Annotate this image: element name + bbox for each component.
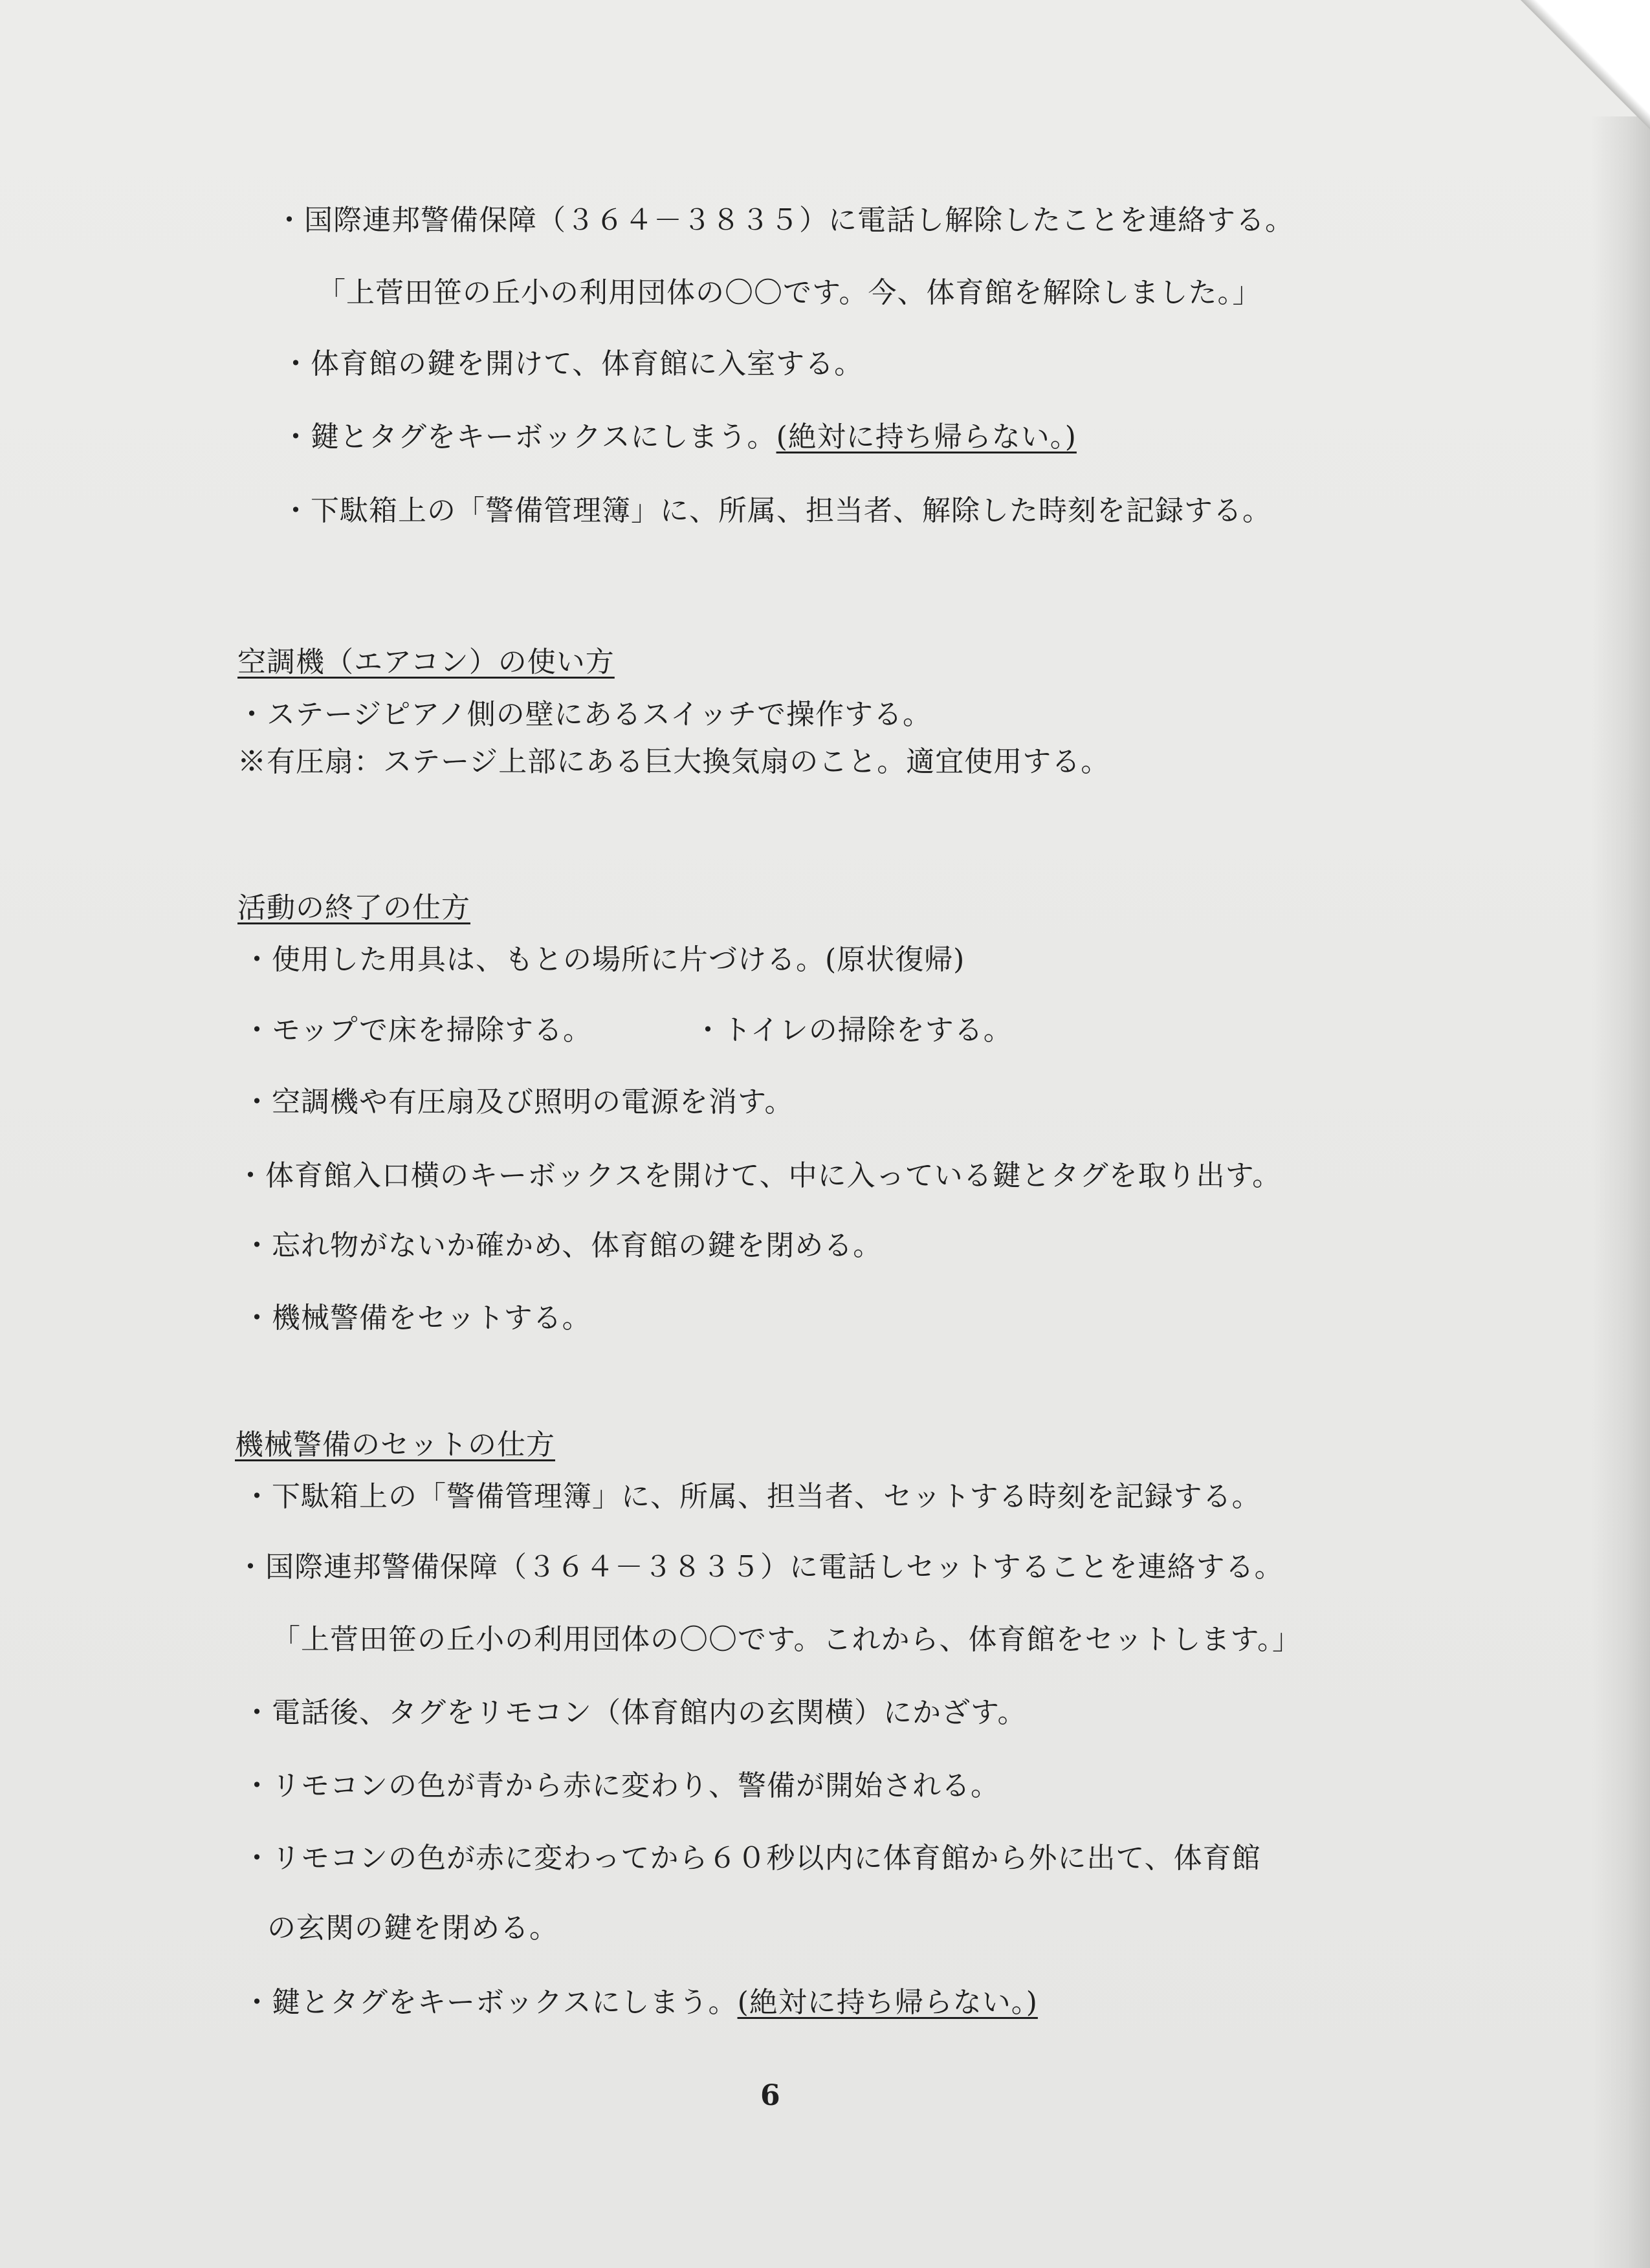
release-note: (絶対に持ち帰らない。) [776,420,1077,453]
aircon-line-1: ・ステージピアノ側の壁にあるスイッチで操作する。 [237,698,932,731]
set-note: (絶対に持ち帰らない。) [737,1986,1038,2019]
end-line-2: ・モップで床を掃除する。 [243,1014,592,1047]
set-line-6-cont: の玄関の鍵を閉める。 [267,1912,558,1945]
release-line-5: ・下駄箱上の「警備管理簿」に、所属、担当者、解除した時刻を記録する。 [281,494,1271,527]
release-line-1: ・国際連邦警備保障（３６４－３８３５）に電話し解除したことを連絡する。 [275,204,1294,237]
end-line-5: ・忘れ物がないか確かめ、体育館の鍵を閉める。 [243,1229,883,1262]
set-line-2: ・国際連邦警備保障（３６４－３８３５）に電話しセットすることを連絡する。 [236,1551,1284,1584]
set-line-7-text: ・鍵とタグをキーボックスにしまう。 [243,1986,738,2019]
end-activity-heading: 活動の終了の仕方 [237,891,470,924]
set-quote: 「上菅田笹の丘小の利用団体の〇〇です。これから、体育館をセットします。」 [272,1623,1301,1656]
end-line-4: ・体育館入口横のキーボックスを開けて、中に入っている鍵とタグを取り出す。 [236,1159,1282,1192]
release-line-3: ・体育館の鍵を開けて、体育館に入室する。 [281,347,864,380]
set-line-5: ・リモコンの色が青から赤に変わり、警備が開始される。 [243,1769,1000,1802]
set-line-1: ・下駄箱上の「警備管理簿」に、所属、担当者、セットする時刻を記録する。 [243,1480,1261,1513]
end-line-1: ・使用した用具は、もとの場所に片づける。(原状復帰) [243,943,965,976]
page-edge-shadow [1592,116,1650,2268]
set-line-6: ・リモコンの色が赤に変わってから６０秒以内に体育館から外に出て、体育館 [243,1842,1261,1875]
aircon-line-2: ※有圧扇：ステージ上部にある巨大換気扇のこと。適宜使用する。 [237,745,1110,778]
release-line-4-text: ・鍵とタグをキーボックスにしまう。 [281,420,776,453]
end-line-2b: ・トイレの掃除をする。 [694,1014,1013,1047]
release-quote: 「上菅田笹の丘小の利用団体の〇〇です。今、体育館を解除しました。」 [317,276,1262,309]
folded-corner [1521,0,1650,129]
set-security-heading: 機械警備のセットの仕方 [235,1428,555,1461]
aircon-heading: 空調機（エアコン）の使い方 [237,646,615,679]
set-line-7 [243,1985,1038,2021]
page-number: 6 [760,2079,780,2112]
set-line-4: ・電話後、タグをリモコン（体育館内の玄関横）にかざす。 [243,1696,1027,1729]
end-line-3: ・空調機や有圧扇及び照明の電源を消す。 [243,1085,794,1118]
end-line-6: ・機械警備をセットする。 [243,1302,591,1335]
release-line-4 [281,419,1077,455]
